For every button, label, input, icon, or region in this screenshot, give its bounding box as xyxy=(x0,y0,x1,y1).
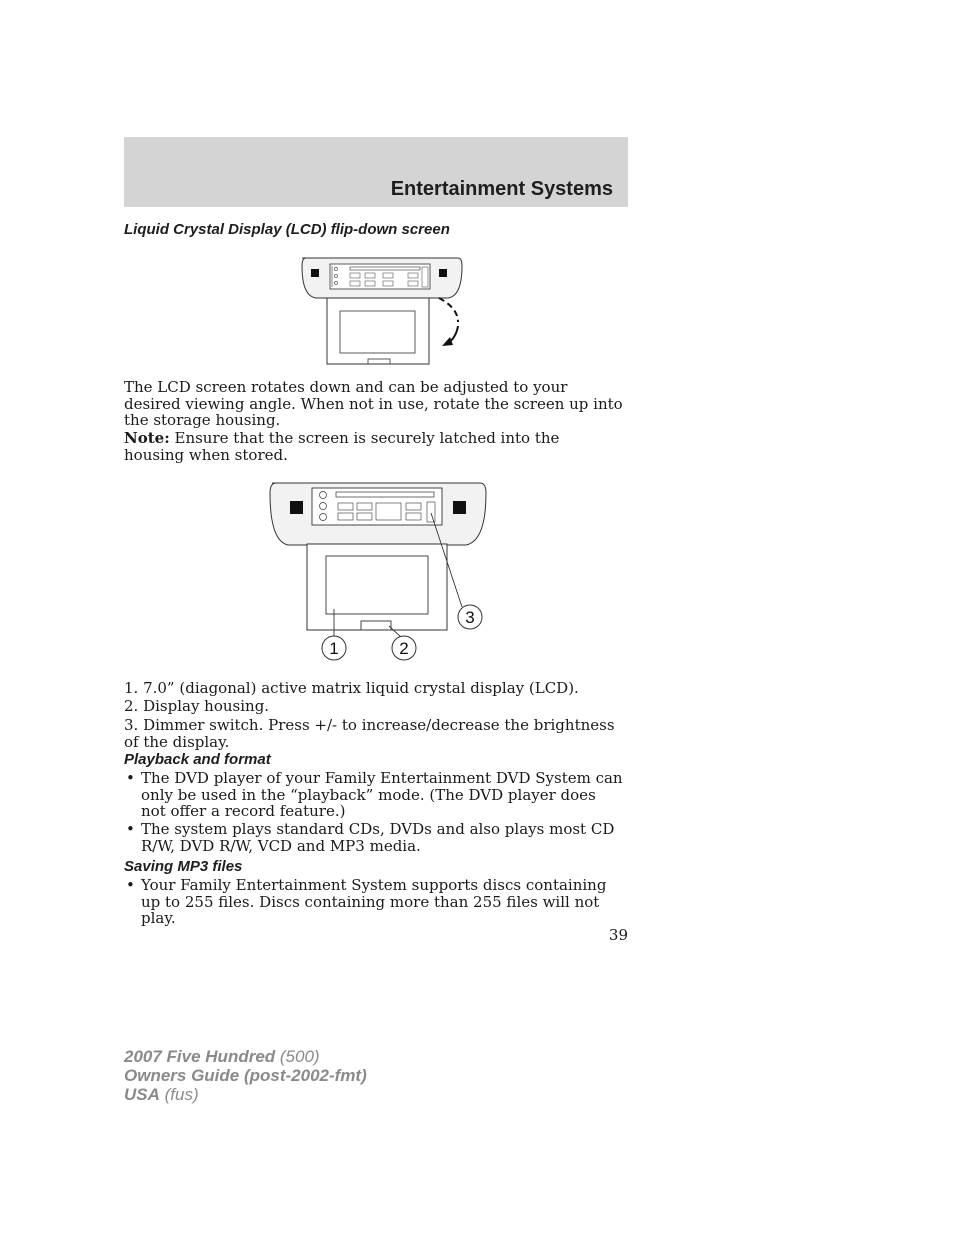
note-text: Ensure that the screen is securely latched into the housing when stored. xyxy=(124,429,560,464)
list-item-1: 1. 7.0” (diagonal) active matrix liquid crystal display (LCD). xyxy=(124,679,579,697)
header-band xyxy=(124,137,628,207)
lcd-heading: Liquid Crystal Display (LCD) flip-down screen xyxy=(124,221,450,238)
bullet-dot: • xyxy=(126,769,135,787)
playback-heading: Playback and format xyxy=(124,751,271,768)
playback-bullet-1: • The DVD player of your Family Entertainment DVD System can only be used in the “playback” mode. (The DVD player does not offer a record feature.) xyxy=(126,769,623,820)
note-paragraph xyxy=(124,430,624,463)
mp3-heading: Saving MP3 files xyxy=(124,858,243,875)
footer: 2007 Five Hundred (500) Owners Guide (post-2002-fmt) USA (fus) xyxy=(124,1047,367,1104)
bullet-dot: • xyxy=(126,876,135,894)
lcd-description: The LCD screen rotates down and can be adjusted to your desired viewing angle. When not in use, rotate the screen up into the storage housing. xyxy=(124,378,623,429)
lcd-flipdown-illustration xyxy=(298,256,466,368)
callout-3: 3 xyxy=(465,608,475,627)
lcd-components-illustration xyxy=(266,481,490,665)
note-label: Note: xyxy=(124,429,170,447)
callout-1: 1 xyxy=(329,639,339,658)
bullet-dot: • xyxy=(126,820,135,838)
section-title: Entertainment Systems xyxy=(390,178,613,200)
page-number: 39 xyxy=(608,926,628,944)
mp3-bullet-1: • Your Family Entertainment System supports discs containing up to 255 files. Discs containing more than 255 files will not play. xyxy=(126,876,607,927)
playback-bullet-2: • The system plays standard CDs, DVDs and also plays most CD R/W, DVD R/W, VCD and MP3 media. xyxy=(126,820,615,855)
callout-2: 2 xyxy=(399,639,409,658)
list-item-2: 2. Display housing. xyxy=(124,697,270,715)
list-item-3: 3. Dimmer switch. Press +/- to increase/decrease the brightness of the display. xyxy=(124,716,615,751)
